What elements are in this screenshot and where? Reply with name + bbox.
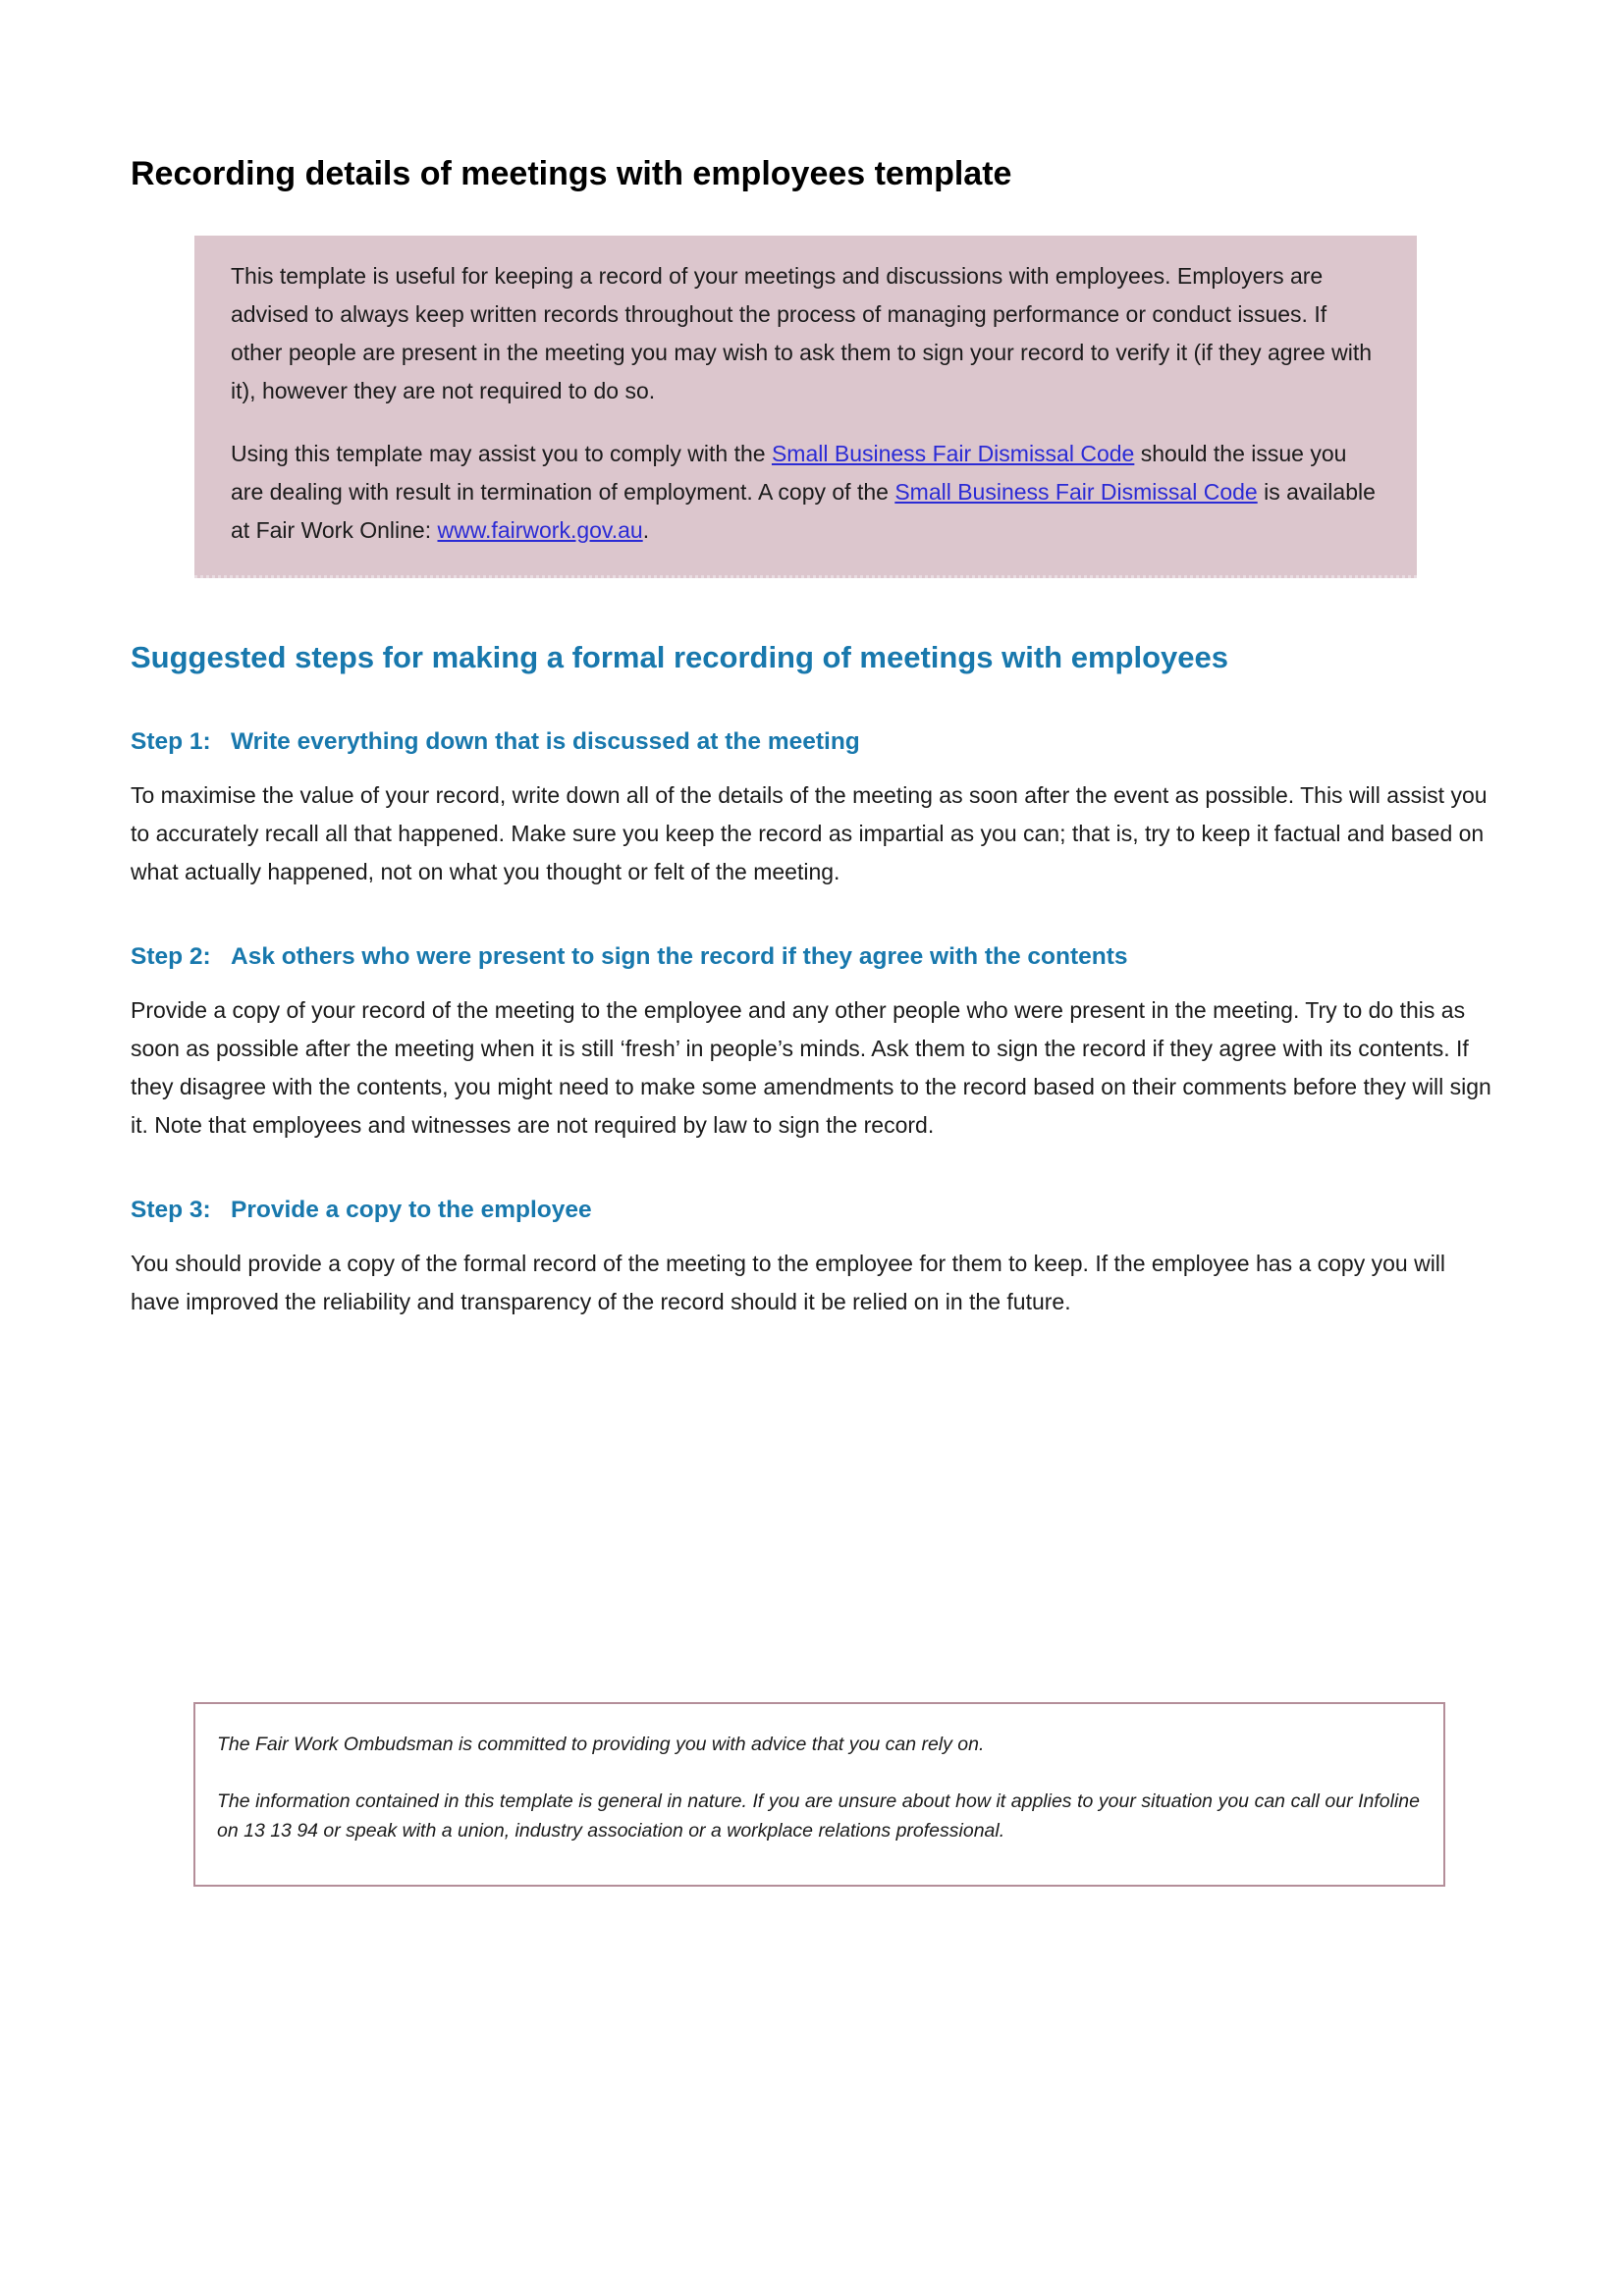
footer-disclaimer-box [193,1702,1445,1887]
step-1-heading [131,725,1330,759]
footer-paragraph-1: The Fair Work Ombudsman is committed to providing you with advice that you can rely on. [217,1734,985,1755]
step-3-body: You should provide a copy of the formal record of the meeting to the employee for them to keep. If the employee has a copy you will have improved the reliability and transparency of the record should it be relied on in the future. [131,1251,1446,1314]
intro-highlight-box [194,236,1417,578]
step-1-body: To maximise the value of your record, write down all of the details of the meeting as soon after the event as possible. This will assist you to accurately recall all that happened. Make sure you keep the record as impartial as you can; that is, try to keep it factual and based on what actually happened, not on what you thought or felt of the meeting. [131,782,1488,884]
intro-paragraph-1: This template is useful for keeping a record of your meetings and discussions with employees. Employers are advised to always keep written records throughout the process of managing performance or conduct issues. If other people are present in the meeting you may wish to ask them to sign your record to verify it (if they agree with it), however they are not required to do so. [231,263,1373,403]
footer-paragraph-2: The information contained in this template is general in nature. If you are unsure about how it applies to your situation you can call our Infoline on 13 13 94 or speak with a union, industry association or a workplace relations professional. [217,1790,1420,1842]
step-2-heading [131,940,1330,974]
link-fairwork-website[interactable]: www.fairwork.gov.au [437,517,643,543]
step-3-section [131,1194,1495,1321]
step-2-body: Provide a copy of your record of the meeting to the employee and any other people who were present in the meeting. Try to do this as soon as possible after the meeting when it is still ‘fresh’ in people’s minds. Ask them to sign the record if they agree with its contents. If they disagree with the contents, you might need to make some amendments to the record based on their comments before they will sign it. Note that employees and witnesses are not required by law to sign the record. [131,997,1491,1138]
step-1-section [131,725,1495,891]
step-2-title-text: Ask others who were present to sign the record if they agree with the contents [231,943,1128,970]
step-1-title-text: Write everything down that is discussed at the meeting [231,728,860,755]
link-small-business-fair-dismissal-code-2[interactable]: Small Business Fair Dismissal Code [894,479,1258,505]
intro-paragraph-2-text-3: is available at Fair Work Online: [231,479,1376,543]
document-title: Recording details of meetings with employees template [131,155,1012,192]
step-1-label: Step 1: [131,728,211,755]
step-2-label: Step 2: [131,943,211,970]
intro-paragraph-2-text-1: Using this template may assist you to comply with the [231,441,772,466]
step-3-heading [131,1194,1330,1227]
step-2-section [131,940,1495,1145]
step-3-label: Step 3: [131,1197,211,1223]
intro-paragraph-2 [231,435,1378,550]
section-heading: Suggested steps for making a formal recording of meetings with employees [131,640,1228,674]
intro-paragraph-2-text-2: should the issue you are dealing with result in termination of employment. A copy of the [231,441,1347,505]
step-3-title-text: Provide a copy to the employee [231,1197,592,1223]
link-small-business-fair-dismissal-code-1[interactable]: Small Business Fair Dismissal Code [771,441,1135,466]
intro-paragraph-2-text-4: . [642,517,650,543]
